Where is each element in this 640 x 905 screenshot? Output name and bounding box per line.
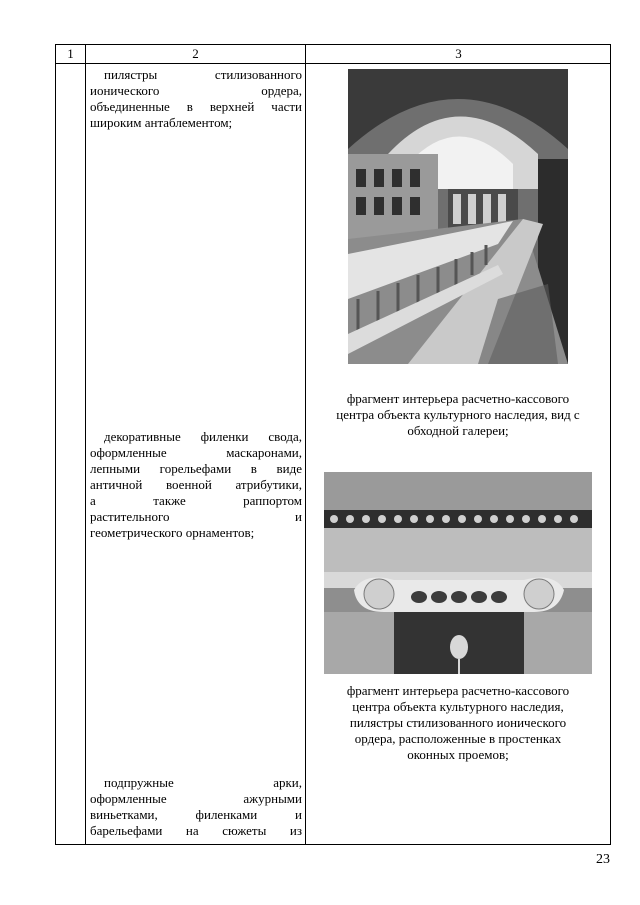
description-pilasters — [90, 67, 302, 131]
text-line: ионического ордера, — [90, 83, 302, 98]
description-arches — [90, 775, 302, 839]
text-line: декоративные филенки свода, — [104, 429, 302, 444]
header-col-3: 3 — [455, 46, 462, 61]
text-line: пилястры стилизованного — [104, 67, 302, 82]
heritage-table — [55, 44, 611, 845]
caption-line: центра объекта культурного наследия, вид с — [336, 407, 580, 422]
text-line: виньетками, филенками и — [90, 807, 302, 822]
caption-line: обходной галереи; — [407, 423, 509, 438]
text-line: подпружные арки, — [104, 775, 302, 790]
description-vault-panels — [90, 429, 302, 541]
caption-line: фрагмент интерьера расчетно-кассового — [346, 683, 570, 698]
text-line: геометрического орнаментов; — [90, 525, 255, 540]
page-number: 23 — [596, 852, 610, 867]
text-line: лепными горельефами в виде — [90, 461, 302, 476]
text-line: а также раппортом — [90, 493, 302, 508]
text-line: растительного и — [90, 509, 302, 524]
hall-gallery-photo — [348, 69, 568, 364]
header-col-2: 2 — [192, 46, 199, 61]
header-divider — [56, 63, 610, 64]
text-line: оформленные ажурными — [90, 791, 302, 806]
header-col-1: 1 — [67, 46, 74, 61]
column-divider-2 — [305, 45, 306, 844]
caption-ionic-pilasters — [310, 683, 606, 763]
caption-line: оконных проемов; — [407, 747, 509, 762]
text-line: оформленные маскаронами, — [90, 445, 302, 460]
text-line: объединенные в верхней части широким антаблементом; — [90, 99, 302, 130]
caption-gallery-view — [310, 391, 606, 439]
caption-line: ордера, расположенные в простенках — [354, 731, 562, 746]
text-line: барельефами на сюжеты из — [90, 823, 302, 838]
caption-line: центра объекта культурного наследия, — [352, 699, 564, 714]
caption-line: пилястры стилизованного ионического — [349, 715, 567, 730]
caption-line: фрагмент интерьера расчетно-кассового — [346, 391, 570, 406]
text-line: античной военной атрибутики, — [90, 477, 302, 492]
ionic-capital-photo — [324, 472, 592, 674]
column-divider-1 — [85, 45, 86, 844]
